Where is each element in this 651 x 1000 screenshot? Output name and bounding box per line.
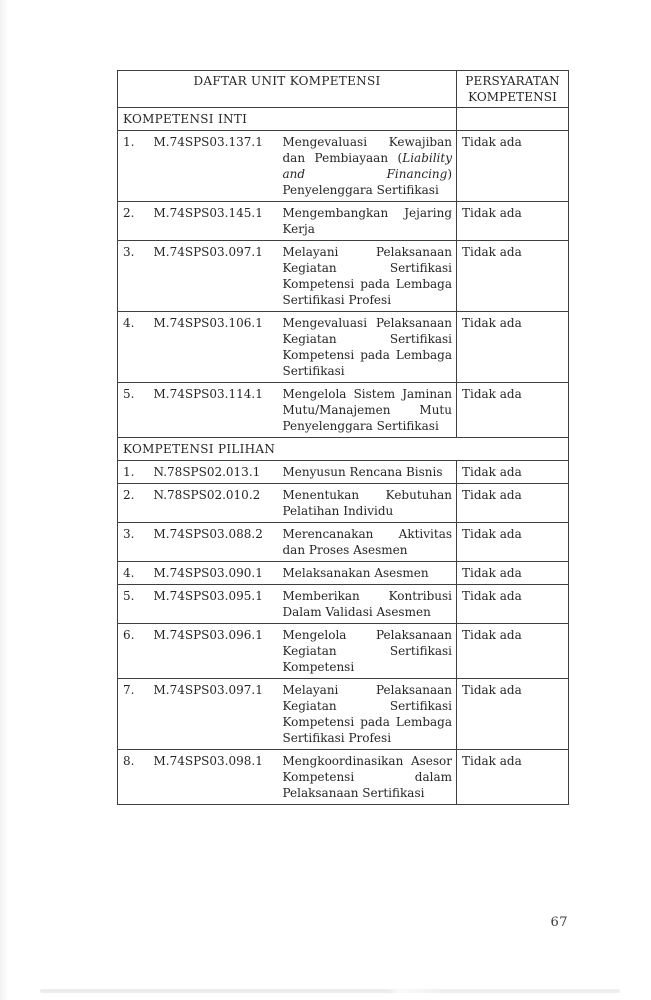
row-number: 5. <box>118 585 150 624</box>
section-row <box>118 108 569 131</box>
description-segment: Merencanakan Aktivitas dan Proses Asesmen <box>282 527 452 557</box>
row-number: 4. <box>118 562 150 585</box>
unit-code: N.78SPS02.010.2 <box>150 484 283 523</box>
empty-requirement-cell <box>457 108 569 131</box>
requirement: Tidak ada <box>457 241 569 312</box>
requirement: Tidak ada <box>457 750 569 805</box>
requirement: Tidak ada <box>457 585 569 624</box>
row-number: 2. <box>118 202 150 241</box>
description-segment: Mengevaluasi Kewajiban dan Pembiayaan ( <box>282 135 452 165</box>
description-segment: Melayani Pelaksanaan Kegiatan Sertifikasi Kompetensi pada Lembaga Sertifikasi Profesi <box>282 683 452 745</box>
unit-code: M.74SPS03.088.2 <box>150 523 283 562</box>
daftar-unit-kompetensi-header: DAFTAR UNIT KOMPETENSI <box>118 71 457 108</box>
row-number: 6. <box>118 624 150 679</box>
requirement: Tidak ada <box>457 624 569 679</box>
description-segment: Mengkoordinasikan Asesor Kompetensi dalam Pelaksanaan Sertifikasi <box>282 754 452 800</box>
unit-description <box>283 679 457 750</box>
kompetensi-table <box>117 70 569 805</box>
unit-code: N.78SPS02.013.1 <box>150 461 283 484</box>
description-segment: Mengelola Pelaksanaan Kegiatan Sertifikasi Kompetensi <box>282 628 452 674</box>
unit-code: M.74SPS03.096.1 <box>150 624 283 679</box>
table-row <box>118 624 569 679</box>
scan-artifact-bottom-edge <box>40 989 620 993</box>
unit-description <box>283 562 457 585</box>
unit-code: M.74SPS03.090.1 <box>150 562 283 585</box>
unit-description <box>283 241 457 312</box>
description-segment: Melayani Pelaksanaan Kegiatan Sertifikasi Kompetensi pada Lembaga Sertifikasi Profesi <box>282 245 452 307</box>
table-row <box>118 383 569 438</box>
scan-artifact-left-edge <box>0 0 8 1000</box>
description-segment: Mengelola Sistem Jaminan Mutu/Manajemen Mutu Penyelenggara Sertifikasi <box>282 387 452 433</box>
unit-description <box>283 484 457 523</box>
table-row <box>118 562 569 585</box>
row-number: 1. <box>118 131 150 202</box>
section-title: KOMPETENSI PILIHAN <box>118 438 569 461</box>
row-number: 3. <box>118 241 150 312</box>
row-number: 1. <box>118 461 150 484</box>
row-number: 4. <box>118 312 150 383</box>
unit-code: M.74SPS03.098.1 <box>150 750 283 805</box>
unit-description <box>283 624 457 679</box>
description-segment: Mengembangkan Jejaring Kerja <box>282 206 452 236</box>
description-segment: ) Penyelenggara Sertifikasi <box>282 167 452 197</box>
table-row <box>118 312 569 383</box>
row-number: 5. <box>118 383 150 438</box>
section-title: KOMPETENSI INTI <box>118 108 457 131</box>
unit-code: M.74SPS03.095.1 <box>150 585 283 624</box>
description-segment: Menentukan Kebutuhan Pelatihan Individu <box>282 488 452 518</box>
row-number: 8. <box>118 750 150 805</box>
unit-code: M.74SPS03.106.1 <box>150 312 283 383</box>
unit-description <box>283 383 457 438</box>
row-number: 3. <box>118 523 150 562</box>
requirement: Tidak ada <box>457 383 569 438</box>
requirement: Tidak ada <box>457 312 569 383</box>
requirement: Tidak ada <box>457 461 569 484</box>
table-row <box>118 523 569 562</box>
row-number: 2. <box>118 484 150 523</box>
unit-description <box>283 523 457 562</box>
requirement: Tidak ada <box>457 202 569 241</box>
row-number: 7. <box>118 679 150 750</box>
table-row <box>118 679 569 750</box>
table-row <box>118 461 569 484</box>
description-segment: Melaksanakan Asesmen <box>282 566 429 580</box>
unit-code: M.74SPS03.097.1 <box>150 679 283 750</box>
unit-description <box>283 461 457 484</box>
description-segment: Mengevaluasi Pelaksanaan Kegiatan Sertifikasi Kompetensi pada Lembaga Sertifikasi <box>282 316 452 378</box>
table-row <box>118 241 569 312</box>
table-row <box>118 750 569 805</box>
requirement: Tidak ada <box>457 484 569 523</box>
table-row <box>118 131 569 202</box>
table-row <box>118 484 569 523</box>
table-body <box>118 108 569 805</box>
section-row <box>118 438 569 461</box>
description-segment: Menyusun Rencana Bisnis <box>282 465 443 479</box>
table-header-row <box>118 71 569 108</box>
requirement: Tidak ada <box>457 562 569 585</box>
unit-description <box>283 131 457 202</box>
page-number: 67 <box>550 915 568 930</box>
unit-description <box>283 585 457 624</box>
description-segment: Memberikan Kontribusi Dalam Validasi Asesmen <box>282 589 452 619</box>
table-row <box>118 585 569 624</box>
unit-code: M.74SPS03.145.1 <box>150 202 283 241</box>
unit-description <box>283 312 457 383</box>
requirement: Tidak ada <box>457 523 569 562</box>
unit-code: M.74SPS03.097.1 <box>150 241 283 312</box>
table-row <box>118 202 569 241</box>
unit-code: M.74SPS03.137.1 <box>150 131 283 202</box>
unit-description <box>283 750 457 805</box>
unit-code: M.74SPS03.114.1 <box>150 383 283 438</box>
unit-description <box>283 202 457 241</box>
requirement: Tidak ada <box>457 131 569 202</box>
requirement: Tidak ada <box>457 679 569 750</box>
description-italic-segment: Liability and Financing <box>282 151 452 181</box>
persyaratan-kompetensi-header: PERSYARATAN KOMPETENSI <box>457 71 569 108</box>
